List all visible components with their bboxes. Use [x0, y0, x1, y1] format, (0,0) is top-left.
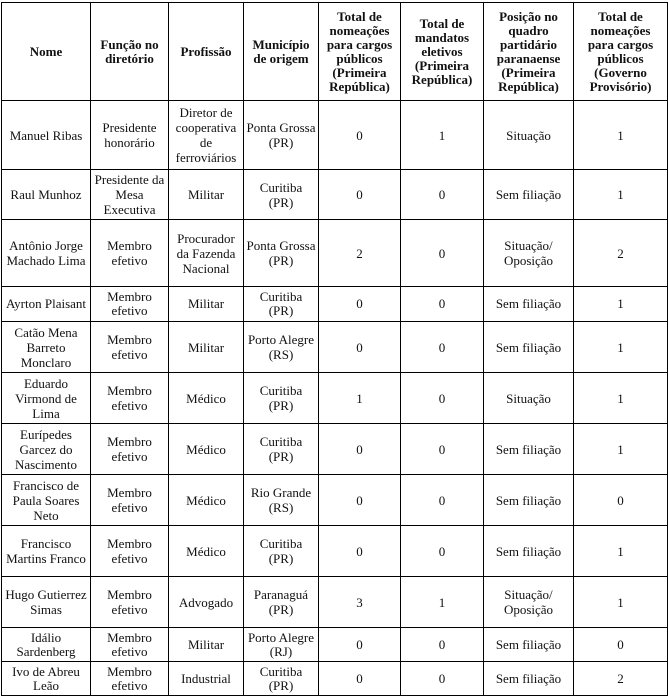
cell-mandatos: 0: [401, 220, 484, 287]
cell-nomeacoes-pr: 0: [319, 628, 401, 662]
cell-municipio: Curitiba (PR): [244, 424, 319, 475]
cell-funcao: Membro efetivo: [91, 628, 169, 662]
header-mandatos: Total de mandatos eletivos (Primeira República): [401, 3, 484, 101]
cell-nomeacoes-pr: 0: [319, 101, 401, 170]
cell-posicao: Sem filiação: [484, 526, 574, 577]
cell-mandatos: 0: [401, 322, 484, 373]
cell-mandatos: 0: [401, 628, 484, 662]
table-row: [2, 220, 668, 287]
cell-municipio: Curitiba (PR): [244, 287, 319, 322]
cell-profissao: Médico: [169, 424, 244, 475]
cell-mandatos: 0: [401, 424, 484, 475]
cell-profissao: Militar: [169, 322, 244, 373]
table-row: [2, 322, 668, 373]
cell-nomeacoes-gp: 1: [574, 577, 668, 628]
header-nomeacoes-primeira-republica: Total de nomeações para cargos públicos (Primeira República): [319, 3, 401, 101]
cell-profissao: Médico: [169, 526, 244, 577]
cell-funcao: Membro efetivo: [91, 424, 169, 475]
cell-municipio: Rio Grande (RS): [244, 475, 319, 526]
cell-nomeacoes-pr: 0: [319, 526, 401, 577]
cell-nomeacoes-pr: 0: [319, 662, 401, 696]
cell-posicao: Sem filiação: [484, 170, 574, 220]
table-row: [2, 475, 668, 526]
cell-nome: Hugo Gutierrez Simas: [2, 577, 91, 628]
table-row: [2, 373, 668, 424]
cell-mandatos: 0: [401, 526, 484, 577]
cell-municipio: Curitiba (PR): [244, 373, 319, 424]
cell-nomeacoes-pr: 0: [319, 424, 401, 475]
cell-nome: Catão Mena Barreto Monclaro: [2, 322, 91, 373]
cell-funcao: Membro efetivo: [91, 577, 169, 628]
header-nomeacoes-governo-provisorio: Total de nomeações para cargos públicos (Governo Provisório): [574, 3, 668, 101]
cell-nome: Francisco Martins Franco: [2, 526, 91, 577]
cell-posicao: Sem filiação: [484, 287, 574, 322]
cell-nomeacoes-gp: 1: [574, 526, 668, 577]
cell-profissao: Advogado: [169, 577, 244, 628]
header-posicao: Posição no quadro partidário paranaense (Primeira República): [484, 3, 574, 101]
table-row: [2, 424, 668, 475]
cell-nomeacoes-pr: 0: [319, 322, 401, 373]
cell-profissao: Médico: [169, 475, 244, 526]
header-profissao: Profissão: [169, 3, 244, 101]
cell-nome: Eurípedes Garcez do Nascimento: [2, 424, 91, 475]
cell-municipio: Ponta Grossa (PR): [244, 101, 319, 170]
cell-mandatos: 1: [401, 101, 484, 170]
cell-profissao: Diretor de cooperativa de ferroviários: [169, 101, 244, 170]
cell-posicao: Sem filiação: [484, 662, 574, 696]
cell-posicao: Situação: [484, 373, 574, 424]
cell-mandatos: 0: [401, 287, 484, 322]
table-row: [2, 662, 668, 696]
cell-nomeacoes-pr: 0: [319, 475, 401, 526]
cell-nomeacoes-gp: 1: [574, 101, 668, 170]
cell-municipio: Porto Alegre (RJ): [244, 628, 319, 662]
cell-municipio: Curitiba (PR): [244, 170, 319, 220]
cell-nomeacoes-gp: 2: [574, 662, 668, 696]
table-row: [2, 526, 668, 577]
cell-nomeacoes-pr: 2: [319, 220, 401, 287]
cell-nome: Raul Munhoz: [2, 170, 91, 220]
table-row: [2, 628, 668, 662]
cell-nome: Idálio Sardenberg: [2, 628, 91, 662]
cell-mandatos: 1: [401, 577, 484, 628]
cell-profissao: Médico: [169, 373, 244, 424]
cell-profissao: Procurador da Fazenda Nacional: [169, 220, 244, 287]
cell-nome: Antônio Jorge Machado Lima: [2, 220, 91, 287]
cell-funcao: Membro efetivo: [91, 220, 169, 287]
cell-funcao: Membro efetivo: [91, 662, 169, 696]
cell-nome: Ivo de Abreu Leão: [2, 662, 91, 696]
header-funcao: Função no diretório: [91, 3, 169, 101]
header-nome: Nome: [2, 3, 91, 101]
cell-posicao: Situação/ Oposição: [484, 220, 574, 287]
cell-nomeacoes-gp: 1: [574, 322, 668, 373]
cell-profissao: Militar: [169, 287, 244, 322]
cell-nomeacoes-pr: 0: [319, 170, 401, 220]
cell-nomeacoes-pr: 3: [319, 577, 401, 628]
cell-municipio: Ponta Grossa (PR): [244, 220, 319, 287]
cell-municipio: Paranaguá (PR): [244, 577, 319, 628]
cell-mandatos: 0: [401, 662, 484, 696]
cell-funcao: Presidente honorário: [91, 101, 169, 170]
table-row: [2, 101, 668, 170]
cell-municipio: Curitiba (PR): [244, 526, 319, 577]
table-row: [2, 287, 668, 322]
cell-posicao: Sem filiação: [484, 424, 574, 475]
cell-funcao: Membro efetivo: [91, 475, 169, 526]
cell-posicao: Situação/ Oposição: [484, 577, 574, 628]
cell-nomeacoes-gp: 0: [574, 628, 668, 662]
cell-municipio: Porto Alegre (RS): [244, 322, 319, 373]
cell-profissao: Militar: [169, 170, 244, 220]
cell-nome: Manuel Ribas: [2, 101, 91, 170]
table-row: [2, 170, 668, 220]
cell-nome: Ayrton Plaisant: [2, 287, 91, 322]
cell-nomeacoes-gp: 2: [574, 220, 668, 287]
header-municipio: Município de origem: [244, 3, 319, 101]
cell-funcao: Presidente da Mesa Executiva: [91, 170, 169, 220]
cell-nomeacoes-gp: 1: [574, 424, 668, 475]
cell-mandatos: 0: [401, 475, 484, 526]
cell-nomeacoes-gp: 1: [574, 373, 668, 424]
cell-municipio: Curitiba (PR): [244, 662, 319, 696]
cell-nome: Francisco de Paula Soares Neto: [2, 475, 91, 526]
cell-funcao: Membro efetivo: [91, 373, 169, 424]
cell-mandatos: 0: [401, 170, 484, 220]
cell-posicao: Situação: [484, 101, 574, 170]
cell-funcao: Membro efetivo: [91, 322, 169, 373]
table-row: [2, 577, 668, 628]
cell-nome: Eduardo Virmond de Lima: [2, 373, 91, 424]
cell-nomeacoes-gp: 1: [574, 170, 668, 220]
cell-nomeacoes-gp: 1: [574, 287, 668, 322]
cell-profissao: Industrial: [169, 662, 244, 696]
cell-posicao: Sem filiação: [484, 475, 574, 526]
cell-mandatos: 0: [401, 373, 484, 424]
directory-table: [1, 2, 668, 696]
cell-posicao: Sem filiação: [484, 628, 574, 662]
cell-funcao: Membro efetivo: [91, 526, 169, 577]
cell-funcao: Membro efetivo: [91, 287, 169, 322]
cell-nomeacoes-gp: 0: [574, 475, 668, 526]
cell-nomeacoes-pr: 0: [319, 287, 401, 322]
header-row: [2, 3, 668, 101]
cell-nomeacoes-pr: 1: [319, 373, 401, 424]
cell-posicao: Sem filiação: [484, 322, 574, 373]
cell-profissao: Militar: [169, 628, 244, 662]
